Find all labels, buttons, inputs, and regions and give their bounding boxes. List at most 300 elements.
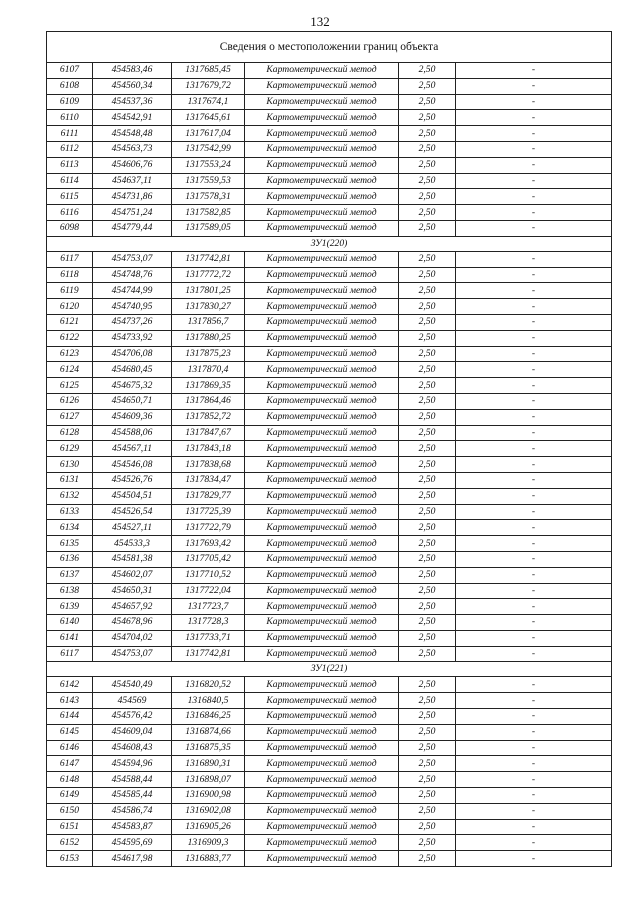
accuracy-cell: 2,50 <box>399 772 456 788</box>
accuracy-cell: 2,50 <box>399 362 456 378</box>
table-row <box>47 551 612 567</box>
point-number-cell: 6130 <box>47 457 93 473</box>
x-coordinate-cell: 454606,76 <box>93 157 172 173</box>
x-coordinate-cell: 454704,02 <box>93 630 172 646</box>
x-coordinate-cell: 454542,91 <box>93 110 172 126</box>
x-coordinate-cell: 454617,98 <box>93 851 172 867</box>
table-row <box>47 299 612 315</box>
point-number-cell: 6115 <box>47 189 93 205</box>
table-row <box>47 126 612 142</box>
description-cell: - <box>456 536 612 552</box>
method-cell: Картометрический метод <box>245 205 399 221</box>
point-number-cell: 6146 <box>47 740 93 756</box>
description-cell: - <box>456 78 612 94</box>
accuracy-cell: 2,50 <box>399 220 456 236</box>
description-cell: - <box>456 551 612 567</box>
x-coordinate-cell: 454733,92 <box>93 330 172 346</box>
point-number-cell: 6110 <box>47 110 93 126</box>
method-cell: Картометрический метод <box>245 314 399 330</box>
method-cell: Картометрический метод <box>245 803 399 819</box>
table-row <box>47 488 612 504</box>
accuracy-cell: 2,50 <box>399 126 456 142</box>
section-row <box>47 236 612 251</box>
x-coordinate-cell: 454737,26 <box>93 314 172 330</box>
method-cell: Картометрический метод <box>245 157 399 173</box>
y-coordinate-cell: 1316905,26 <box>172 819 245 835</box>
y-coordinate-cell: 1317852,72 <box>172 409 245 425</box>
description-cell: - <box>456 126 612 142</box>
table-row <box>47 283 612 299</box>
accuracy-cell: 2,50 <box>399 189 456 205</box>
x-coordinate-cell: 454753,07 <box>93 251 172 267</box>
point-number-cell: 6122 <box>47 330 93 346</box>
table-row <box>47 693 612 709</box>
point-number-cell: 6148 <box>47 772 93 788</box>
y-coordinate-cell: 1317722,04 <box>172 583 245 599</box>
accuracy-cell: 2,50 <box>399 283 456 299</box>
table-row <box>47 504 612 520</box>
section-label: ЗУ1(221) <box>47 662 612 677</box>
x-coordinate-cell: 454533,3 <box>93 536 172 552</box>
table-row <box>47 788 612 804</box>
accuracy-cell: 2,50 <box>399 251 456 267</box>
y-coordinate-cell: 1317742,81 <box>172 251 245 267</box>
description-cell: - <box>456 378 612 394</box>
method-cell: Картометрический метод <box>245 504 399 520</box>
boundary-table-body <box>47 32 612 867</box>
description-cell: - <box>456 330 612 346</box>
table-row <box>47 819 612 835</box>
x-coordinate-cell: 454585,44 <box>93 788 172 804</box>
point-number-cell: 6126 <box>47 393 93 409</box>
method-cell: Картометрический метод <box>245 141 399 157</box>
point-number-cell: 6111 <box>47 126 93 142</box>
table-row <box>47 772 612 788</box>
accuracy-cell: 2,50 <box>399 646 456 662</box>
y-coordinate-cell: 1316890,31 <box>172 756 245 772</box>
table-row <box>47 709 612 725</box>
table-row <box>47 599 612 615</box>
x-coordinate-cell: 454740,95 <box>93 299 172 315</box>
accuracy-cell: 2,50 <box>399 488 456 504</box>
accuracy-cell: 2,50 <box>399 472 456 488</box>
point-number-cell: 6135 <box>47 536 93 552</box>
x-coordinate-cell: 454504,51 <box>93 488 172 504</box>
description-cell: - <box>456 599 612 615</box>
section-row <box>47 662 612 677</box>
accuracy-cell: 2,50 <box>399 393 456 409</box>
point-number-cell: 6127 <box>47 409 93 425</box>
x-coordinate-cell: 454581,38 <box>93 551 172 567</box>
method-cell: Картометрический метод <box>245 693 399 709</box>
table-row <box>47 756 612 772</box>
table-row <box>47 536 612 552</box>
method-cell: Картометрический метод <box>245 551 399 567</box>
method-cell: Картометрический метод <box>245 283 399 299</box>
point-number-cell: 6117 <box>47 646 93 662</box>
y-coordinate-cell: 1316846,25 <box>172 709 245 725</box>
point-number-cell: 6123 <box>47 346 93 362</box>
description-cell: - <box>456 94 612 110</box>
y-coordinate-cell: 1317559,53 <box>172 173 245 189</box>
x-coordinate-cell: 454678,96 <box>93 615 172 631</box>
method-cell: Картометрический метод <box>245 457 399 473</box>
method-cell: Картометрический метод <box>245 615 399 631</box>
table-title: Сведения о местоположении границ объекта <box>47 32 612 63</box>
accuracy-cell: 2,50 <box>399 63 456 79</box>
y-coordinate-cell: 1317723,7 <box>172 599 245 615</box>
y-coordinate-cell: 1317843,18 <box>172 441 245 457</box>
description-cell: - <box>456 63 612 79</box>
x-coordinate-cell: 454680,45 <box>93 362 172 378</box>
method-cell: Картометрический метод <box>245 126 399 142</box>
accuracy-cell: 2,50 <box>399 583 456 599</box>
description-cell: - <box>456 189 612 205</box>
y-coordinate-cell: 1317830,27 <box>172 299 245 315</box>
point-number-cell: 6149 <box>47 788 93 804</box>
table-row <box>47 583 612 599</box>
table-row <box>47 251 612 267</box>
accuracy-cell: 2,50 <box>399 851 456 867</box>
description-cell: - <box>456 110 612 126</box>
point-number-cell: 6150 <box>47 803 93 819</box>
y-coordinate-cell: 1317685,45 <box>172 63 245 79</box>
point-number-cell: 6141 <box>47 630 93 646</box>
table-row <box>47 94 612 110</box>
table-row <box>47 220 612 236</box>
accuracy-cell: 2,50 <box>399 346 456 362</box>
method-cell: Картометрический метод <box>245 330 399 346</box>
accuracy-cell: 2,50 <box>399 205 456 221</box>
table-row <box>47 267 612 283</box>
method-cell: Картометрический метод <box>245 441 399 457</box>
point-number-cell: 6131 <box>47 472 93 488</box>
point-number-cell: 6107 <box>47 63 93 79</box>
accuracy-cell: 2,50 <box>399 441 456 457</box>
table-row <box>47 851 612 867</box>
y-coordinate-cell: 1316902,08 <box>172 803 245 819</box>
y-coordinate-cell: 1317722,79 <box>172 520 245 536</box>
point-number-cell: 6109 <box>47 94 93 110</box>
description-cell: - <box>456 441 612 457</box>
point-number-cell: 6136 <box>47 551 93 567</box>
method-cell: Картометрический метод <box>245 835 399 851</box>
method-cell: Картометрический метод <box>245 851 399 867</box>
description-cell: - <box>456 220 612 236</box>
x-coordinate-cell: 454567,11 <box>93 441 172 457</box>
point-number-cell: 6134 <box>47 520 93 536</box>
point-number-cell: 6120 <box>47 299 93 315</box>
x-coordinate-cell: 454650,31 <box>93 583 172 599</box>
method-cell: Картометрический метод <box>245 740 399 756</box>
accuracy-cell: 2,50 <box>399 551 456 567</box>
x-coordinate-cell: 454731,86 <box>93 189 172 205</box>
table-row <box>47 803 612 819</box>
x-coordinate-cell: 454609,04 <box>93 724 172 740</box>
point-number-cell: 6143 <box>47 693 93 709</box>
y-coordinate-cell: 1317875,23 <box>172 346 245 362</box>
method-cell: Картометрический метод <box>245 189 399 205</box>
x-coordinate-cell: 454583,87 <box>93 819 172 835</box>
accuracy-cell: 2,50 <box>399 740 456 756</box>
x-coordinate-cell: 454563,73 <box>93 141 172 157</box>
x-coordinate-cell: 454744,99 <box>93 283 172 299</box>
accuracy-cell: 2,50 <box>399 378 456 394</box>
point-number-cell: 6132 <box>47 488 93 504</box>
method-cell: Картометрический метод <box>245 472 399 488</box>
x-coordinate-cell: 454609,36 <box>93 409 172 425</box>
description-cell: - <box>456 851 612 867</box>
point-number-cell: 6119 <box>47 283 93 299</box>
y-coordinate-cell: 1316883,77 <box>172 851 245 867</box>
x-coordinate-cell: 454602,07 <box>93 567 172 583</box>
x-coordinate-cell: 454583,46 <box>93 63 172 79</box>
y-coordinate-cell: 1317772,72 <box>172 267 245 283</box>
section-label: ЗУ1(220) <box>47 236 612 251</box>
description-cell: - <box>456 205 612 221</box>
method-cell: Картометрический метод <box>245 756 399 772</box>
y-coordinate-cell: 1317725,39 <box>172 504 245 520</box>
accuracy-cell: 2,50 <box>399 599 456 615</box>
accuracy-cell: 2,50 <box>399 330 456 346</box>
point-number-cell: 6133 <box>47 504 93 520</box>
point-number-cell: 6153 <box>47 851 93 867</box>
y-coordinate-cell: 1317578,31 <box>172 189 245 205</box>
x-coordinate-cell: 454588,44 <box>93 772 172 788</box>
table-row <box>47 378 612 394</box>
x-coordinate-cell: 454751,24 <box>93 205 172 221</box>
y-coordinate-cell: 1317589,05 <box>172 220 245 236</box>
x-coordinate-cell: 454576,42 <box>93 709 172 725</box>
x-coordinate-cell: 454546,08 <box>93 457 172 473</box>
y-coordinate-cell: 1317829,77 <box>172 488 245 504</box>
description-cell: - <box>456 457 612 473</box>
x-coordinate-cell: 454594,96 <box>93 756 172 772</box>
x-coordinate-cell: 454779,44 <box>93 220 172 236</box>
point-number-cell: 6139 <box>47 599 93 615</box>
accuracy-cell: 2,50 <box>399 409 456 425</box>
point-number-cell: 6116 <box>47 205 93 221</box>
y-coordinate-cell: 1316900,98 <box>172 788 245 804</box>
point-number-cell: 6128 <box>47 425 93 441</box>
x-coordinate-cell: 454586,74 <box>93 803 172 819</box>
method-cell: Картометрический метод <box>245 788 399 804</box>
x-coordinate-cell: 454527,11 <box>93 520 172 536</box>
table-row <box>47 740 612 756</box>
table-row <box>47 110 612 126</box>
method-cell: Картометрический метод <box>245 299 399 315</box>
y-coordinate-cell: 1317645,61 <box>172 110 245 126</box>
method-cell: Картометрический метод <box>245 646 399 662</box>
method-cell: Картометрический метод <box>245 362 399 378</box>
table-row <box>47 314 612 330</box>
description-cell: - <box>456 819 612 835</box>
description-cell: - <box>456 772 612 788</box>
description-cell: - <box>456 740 612 756</box>
description-cell: - <box>456 173 612 189</box>
description-cell: - <box>456 693 612 709</box>
description-cell: - <box>456 520 612 536</box>
point-number-cell: 6129 <box>47 441 93 457</box>
x-coordinate-cell: 454748,76 <box>93 267 172 283</box>
table-row <box>47 330 612 346</box>
y-coordinate-cell: 1317728,3 <box>172 615 245 631</box>
accuracy-cell: 2,50 <box>399 756 456 772</box>
point-number-cell: 6113 <box>47 157 93 173</box>
description-cell: - <box>456 314 612 330</box>
point-number-cell: 6142 <box>47 677 93 693</box>
method-cell: Картометрический метод <box>245 536 399 552</box>
table-row <box>47 835 612 851</box>
y-coordinate-cell: 1316820,52 <box>172 677 245 693</box>
accuracy-cell: 2,50 <box>399 110 456 126</box>
table-row <box>47 630 612 646</box>
table-title-row <box>47 32 612 63</box>
accuracy-cell: 2,50 <box>399 803 456 819</box>
y-coordinate-cell: 1317705,42 <box>172 551 245 567</box>
point-number-cell: 6112 <box>47 141 93 157</box>
table-row <box>47 472 612 488</box>
x-coordinate-cell: 454537,36 <box>93 94 172 110</box>
y-coordinate-cell: 1317847,67 <box>172 425 245 441</box>
description-cell: - <box>456 299 612 315</box>
description-cell: - <box>456 267 612 283</box>
point-number-cell: 6118 <box>47 267 93 283</box>
accuracy-cell: 2,50 <box>399 615 456 631</box>
method-cell: Картометрический метод <box>245 173 399 189</box>
method-cell: Картометрический метод <box>245 772 399 788</box>
accuracy-cell: 2,50 <box>399 819 456 835</box>
accuracy-cell: 2,50 <box>399 141 456 157</box>
point-number-cell: 6145 <box>47 724 93 740</box>
y-coordinate-cell: 1317856,7 <box>172 314 245 330</box>
y-coordinate-cell: 1317617,04 <box>172 126 245 142</box>
accuracy-cell: 2,50 <box>399 709 456 725</box>
point-number-cell: 6138 <box>47 583 93 599</box>
y-coordinate-cell: 1316874,66 <box>172 724 245 740</box>
description-cell: - <box>456 583 612 599</box>
table-row <box>47 205 612 221</box>
point-number-cell: 6117 <box>47 251 93 267</box>
description-cell: - <box>456 788 612 804</box>
table-row <box>47 173 612 189</box>
description-cell: - <box>456 283 612 299</box>
description-cell: - <box>456 646 612 662</box>
method-cell: Картометрический метод <box>245 599 399 615</box>
y-coordinate-cell: 1317880,25 <box>172 330 245 346</box>
accuracy-cell: 2,50 <box>399 504 456 520</box>
accuracy-cell: 2,50 <box>399 835 456 851</box>
table-row <box>47 409 612 425</box>
accuracy-cell: 2,50 <box>399 314 456 330</box>
description-cell: - <box>456 677 612 693</box>
boundary-table <box>46 31 612 867</box>
x-coordinate-cell: 454569 <box>93 693 172 709</box>
table-row <box>47 677 612 693</box>
x-coordinate-cell: 454540,49 <box>93 677 172 693</box>
description-cell: - <box>456 567 612 583</box>
table-row <box>47 520 612 536</box>
y-coordinate-cell: 1316909,3 <box>172 835 245 851</box>
point-number-cell: 6152 <box>47 835 93 851</box>
y-coordinate-cell: 1317542,99 <box>172 141 245 157</box>
table-row <box>47 78 612 94</box>
method-cell: Картометрический метод <box>245 677 399 693</box>
y-coordinate-cell: 1316875,35 <box>172 740 245 756</box>
table-row <box>47 425 612 441</box>
y-coordinate-cell: 1317710,52 <box>172 567 245 583</box>
table-row <box>47 615 612 631</box>
y-coordinate-cell: 1316898,07 <box>172 772 245 788</box>
x-coordinate-cell: 454526,54 <box>93 504 172 520</box>
point-number-cell: 6137 <box>47 567 93 583</box>
x-coordinate-cell: 454548,48 <box>93 126 172 142</box>
accuracy-cell: 2,50 <box>399 693 456 709</box>
method-cell: Картометрический метод <box>245 63 399 79</box>
y-coordinate-cell: 1317693,42 <box>172 536 245 552</box>
accuracy-cell: 2,50 <box>399 724 456 740</box>
method-cell: Картометрический метод <box>245 346 399 362</box>
description-cell: - <box>456 835 612 851</box>
point-number-cell: 6144 <box>47 709 93 725</box>
x-coordinate-cell: 454595,69 <box>93 835 172 851</box>
description-cell: - <box>456 346 612 362</box>
x-coordinate-cell: 454706,08 <box>93 346 172 362</box>
description-cell: - <box>456 709 612 725</box>
method-cell: Картометрический метод <box>245 267 399 283</box>
accuracy-cell: 2,50 <box>399 520 456 536</box>
accuracy-cell: 2,50 <box>399 94 456 110</box>
accuracy-cell: 2,50 <box>399 536 456 552</box>
method-cell: Картометрический метод <box>245 220 399 236</box>
description-cell: - <box>456 803 612 819</box>
point-number-cell: 6121 <box>47 314 93 330</box>
description-cell: - <box>456 756 612 772</box>
method-cell: Картометрический метод <box>245 393 399 409</box>
x-coordinate-cell: 454560,34 <box>93 78 172 94</box>
point-number-cell: 6108 <box>47 78 93 94</box>
table-row <box>47 724 612 740</box>
y-coordinate-cell: 1317869,35 <box>172 378 245 394</box>
description-cell: - <box>456 488 612 504</box>
x-coordinate-cell: 454657,92 <box>93 599 172 615</box>
table-row <box>47 189 612 205</box>
y-coordinate-cell: 1316840,5 <box>172 693 245 709</box>
description-cell: - <box>456 630 612 646</box>
x-coordinate-cell: 454637,11 <box>93 173 172 189</box>
y-coordinate-cell: 1317553,24 <box>172 157 245 173</box>
y-coordinate-cell: 1317838,68 <box>172 457 245 473</box>
y-coordinate-cell: 1317864,46 <box>172 393 245 409</box>
description-cell: - <box>456 504 612 520</box>
accuracy-cell: 2,50 <box>399 457 456 473</box>
point-number-cell: 6124 <box>47 362 93 378</box>
y-coordinate-cell: 1317674,1 <box>172 94 245 110</box>
method-cell: Картометрический метод <box>245 709 399 725</box>
point-number-cell: 6151 <box>47 819 93 835</box>
method-cell: Картометрический метод <box>245 630 399 646</box>
method-cell: Картометрический метод <box>245 819 399 835</box>
accuracy-cell: 2,50 <box>399 267 456 283</box>
accuracy-cell: 2,50 <box>399 299 456 315</box>
table-row <box>47 441 612 457</box>
y-coordinate-cell: 1317870,4 <box>172 362 245 378</box>
table-row <box>47 157 612 173</box>
method-cell: Картометрический метод <box>245 567 399 583</box>
method-cell: Картометрический метод <box>245 78 399 94</box>
description-cell: - <box>456 393 612 409</box>
point-number-cell: 6114 <box>47 173 93 189</box>
